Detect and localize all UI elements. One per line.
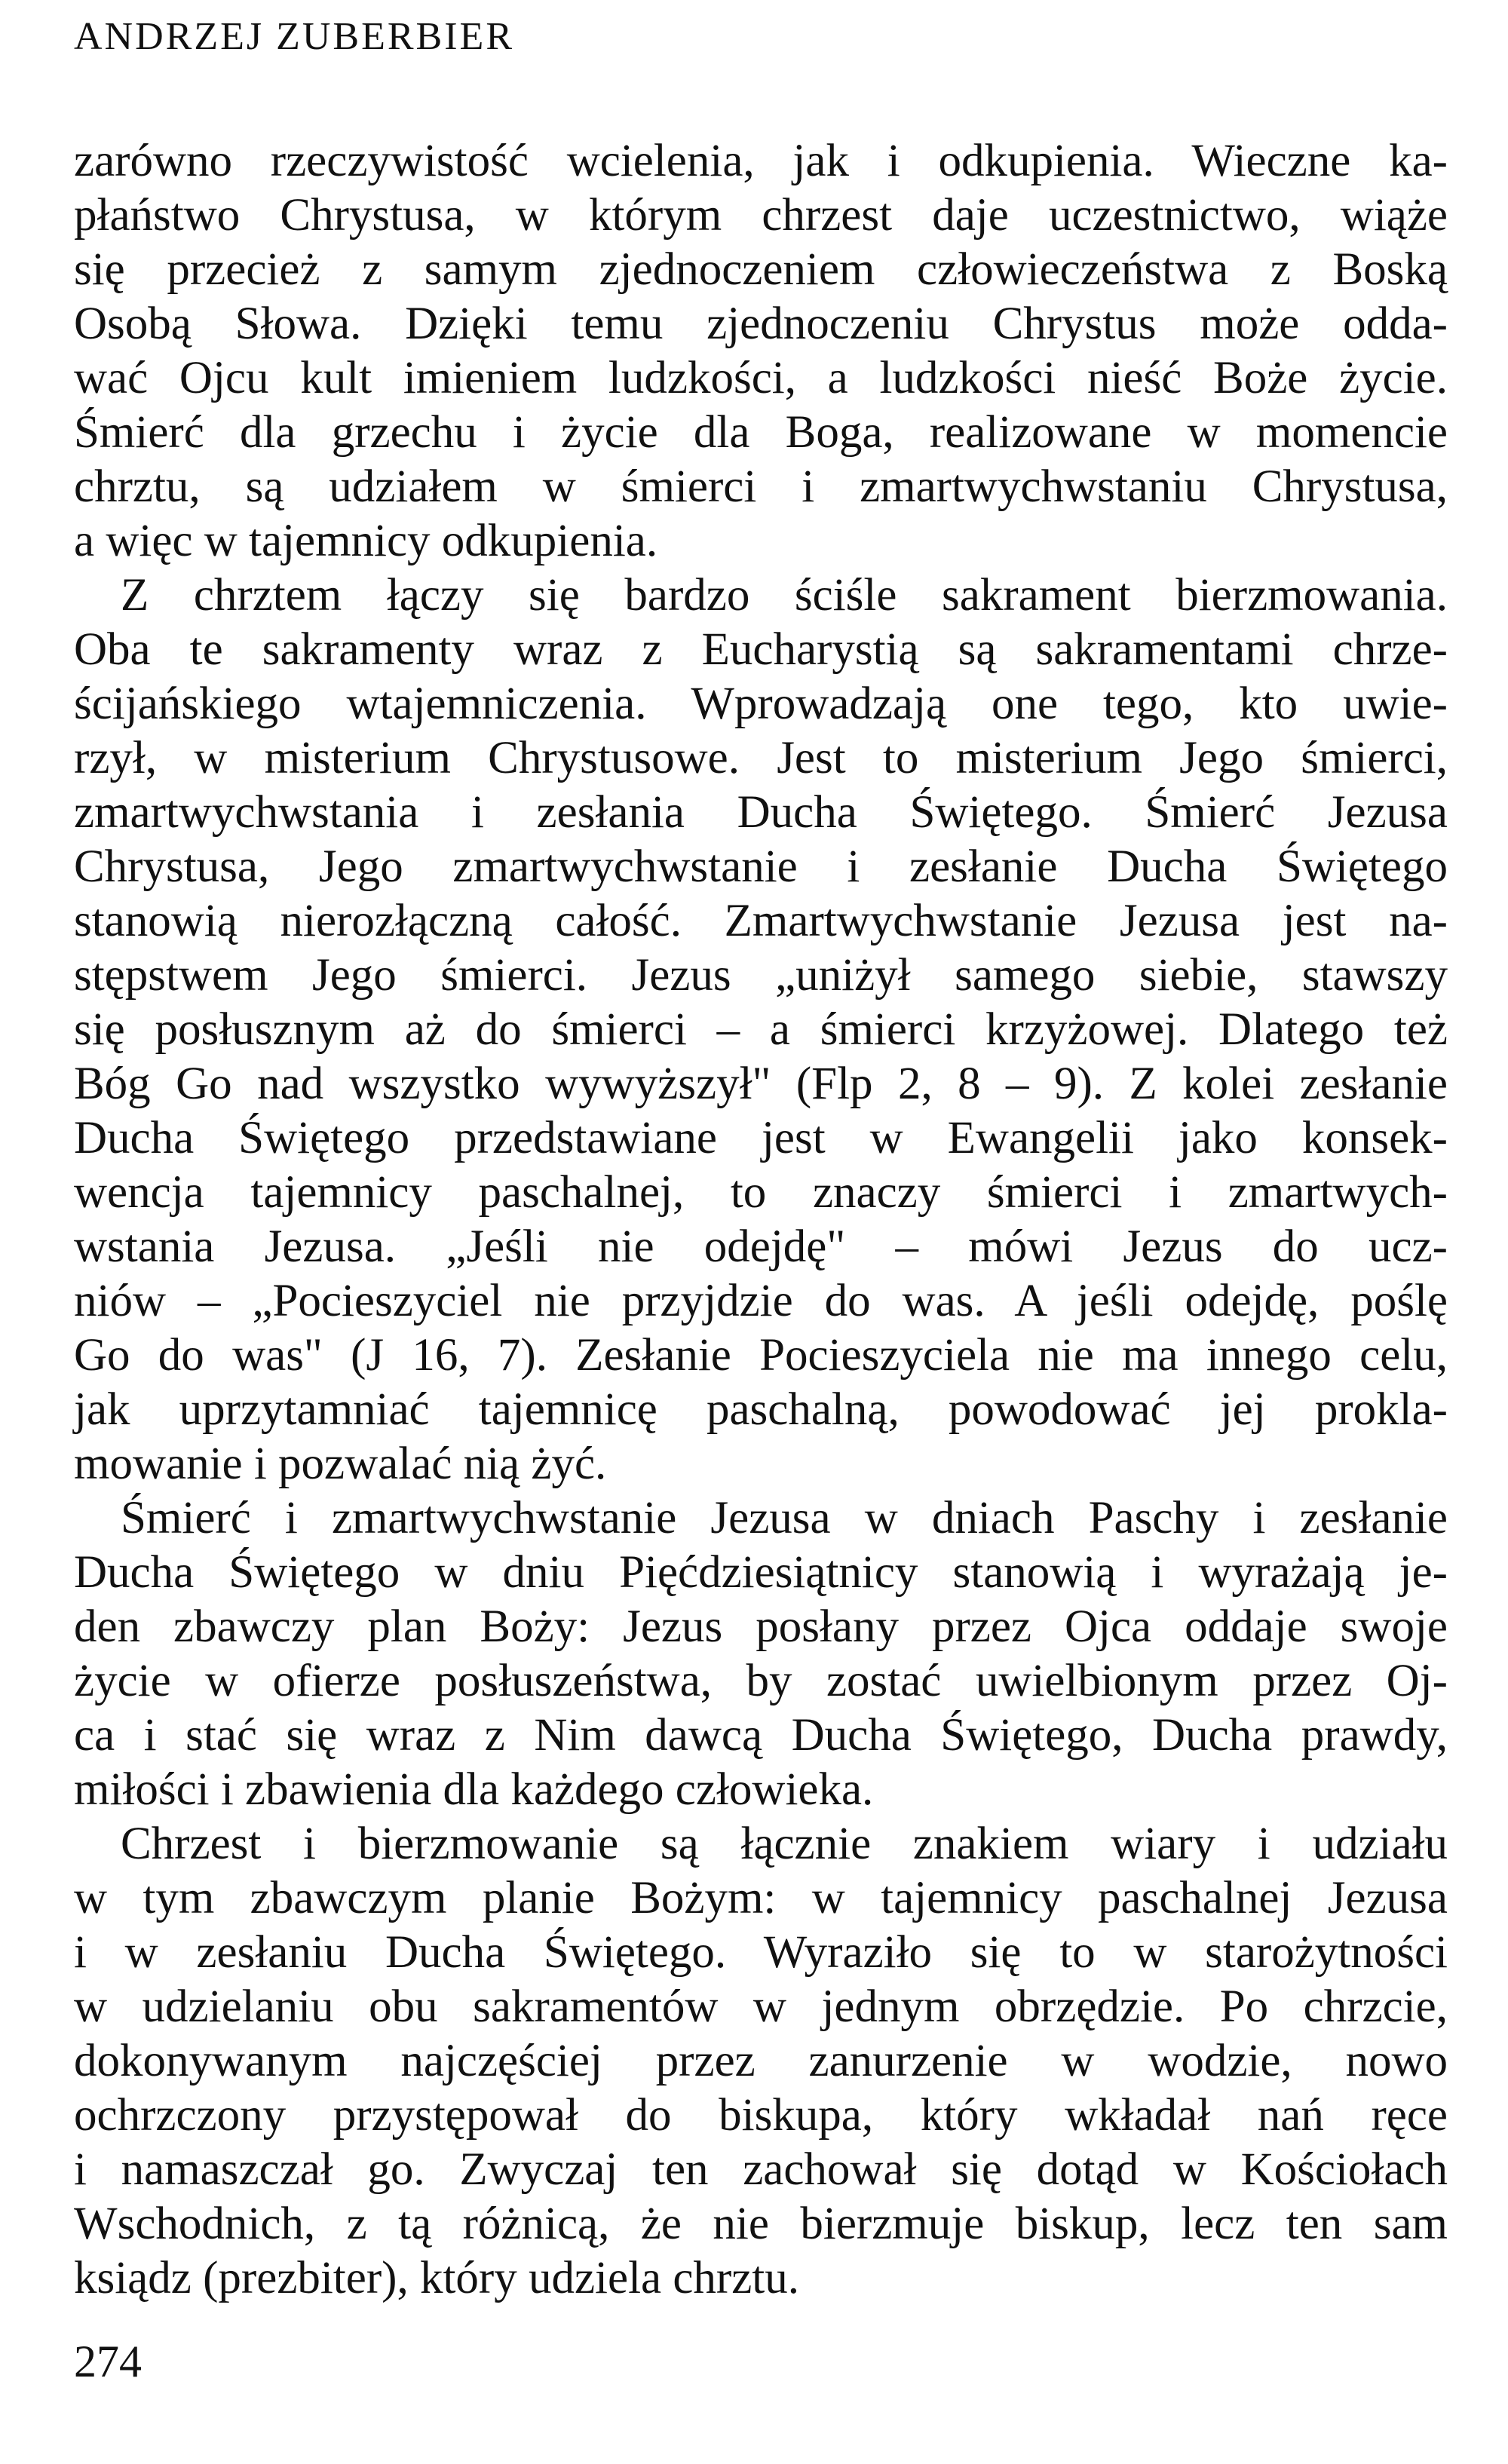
text-line: ścijańskiego wtajemniczenia. Wprowadzają one tego, kto uwie- (74, 679, 1448, 729)
text-line: dokonywanym najczęściej przez zanurzenie w wodzie, nowo (74, 2036, 1448, 2086)
text-line: Z chrztem łączy się bardzo ściśle sakrament bierzmowania. (121, 570, 1448, 621)
text-line: Osobą Słowa. Dzięki temu zjednoczeniu Chrystus może odda- (74, 299, 1448, 349)
text-line: życie w ofierze posłuszeństwa, by zostać uwielbionym przez Oj- (74, 1656, 1448, 1706)
text-line: w udzielaniu obu sakramentów w jednym obrzędzie. Po chrzcie, (74, 1981, 1448, 2032)
text-line: Chrzest i bierzmowanie są łącznie znakiem wiary i udziału (121, 1819, 1448, 1869)
text-line: zmartwychwstania i zesłania Ducha Świętego. Śmierć Jezusa (74, 787, 1448, 838)
text-line: się przecież z samym zjednoczeniem człowieczeństwa z Boską (74, 244, 1448, 295)
text-line: rzył, w misterium Chrystusowe. Jest to misterium Jego śmierci, (74, 733, 1448, 783)
text-line: Wschodnich, z tą różnicą, że nie bierzmuje biskup, lecz ten sam (74, 2199, 1448, 2249)
text-line: Śmierć dla grzechu i życie dla Boga, realizowane w momencie (74, 407, 1448, 458)
text-line: chrztu, są udziałem w śmierci i zmartwychwstaniu Chrystusa, (74, 461, 1448, 512)
text-line: wać Ojcu kult imieniem ludzkości, a ludzkości nieść Boże życie. (74, 353, 1448, 403)
text-line: miłości i zbawienia dla każdego człowieka. (74, 1764, 874, 1815)
running-head: ANDRZEJ ZUBERBIER (74, 15, 514, 58)
text-line: wencja tajemnicy paschalnej, to znaczy śmierci i zmartwych- (74, 1167, 1448, 1218)
text-line: niów – „Pocieszyciel nie przyjdzie do was. A jeśli odejdę, poślę (74, 1276, 1448, 1326)
text-line: a więc w tajemnicy odkupienia. (74, 516, 658, 566)
text-line: Go do was" (J 16, 7). Zesłanie Pocieszyciela nie ma innego celu, (74, 1330, 1448, 1381)
text-line: Oba te sakramenty wraz z Eucharystią są sakramentami chrze- (74, 624, 1448, 675)
text-line: mowanie i pozwalać nią żyć. (74, 1439, 607, 1489)
text-line: Ducha Świętego przedstawiane jest w Ewangelii jako konsek- (74, 1113, 1448, 1163)
text-line: Ducha Świętego w dniu Pięćdziesiątnicy stanowią i wyrażają je- (74, 1547, 1448, 1598)
text-line: ca i stać się wraz z Nim dawcą Ducha Świętego, Ducha prawdy, (74, 1710, 1448, 1761)
text-line: jak uprzytamniać tajemnicę paschalną, powodować jej prokla- (74, 1384, 1448, 1435)
text-line: i namaszczał go. Zwyczaj ten zachował się dotąd w Kościołach (74, 2144, 1448, 2195)
text-line: ksiądz (prezbiter), który udziela chrztu. (74, 2253, 800, 2303)
text-line: Śmierć i zmartwychwstanie Jezusa w dniach Paschy i zesłanie (121, 1493, 1448, 1543)
text-line: i w zesłaniu Ducha Świętego. Wyraziło się to w starożytności (74, 1927, 1448, 1978)
text-line: wstania Jezusa. „Jeśli nie odejdę" – mówi Jezus do ucz- (74, 1221, 1448, 1272)
page-number: 274 (74, 2337, 142, 2386)
text-line: Chrystusa, Jego zmartwychwstanie i zesłanie Ducha Świętego (74, 841, 1448, 892)
text-line: stępstwem Jego śmierci. Jezus „uniżył samego siebie, stawszy (74, 950, 1448, 1001)
text-line: ochrzczony przystępował do biskupa, który wkładał nań ręce (74, 2090, 1448, 2141)
body-text (74, 134, 1448, 2306)
text-line: zarówno rzeczywistość wcielenia, jak i odkupienia. Wieczne ka- (74, 136, 1448, 186)
text-line: się posłusznym aż do śmierci – a śmierci krzyżowej. Dlatego też (74, 1004, 1448, 1055)
text-line: w tym zbawczym planie Bożym: w tajemnicy paschalnej Jezusa (74, 1873, 1448, 1923)
text-line: płaństwo Chrystusa, w którym chrzest daje uczestnictwo, wiąże (74, 190, 1448, 241)
text-line: stanowią nierozłączną całość. Zmartwychwstanie Jezusa jest na- (74, 896, 1448, 946)
text-line: Bóg Go nad wszystko wywyższył" (Flp 2, 8 – 9). Z kolei zesłanie (74, 1059, 1448, 1109)
text-line: den zbawczy plan Boży: Jezus posłany przez Ojca oddaje swoje (74, 1601, 1448, 1652)
